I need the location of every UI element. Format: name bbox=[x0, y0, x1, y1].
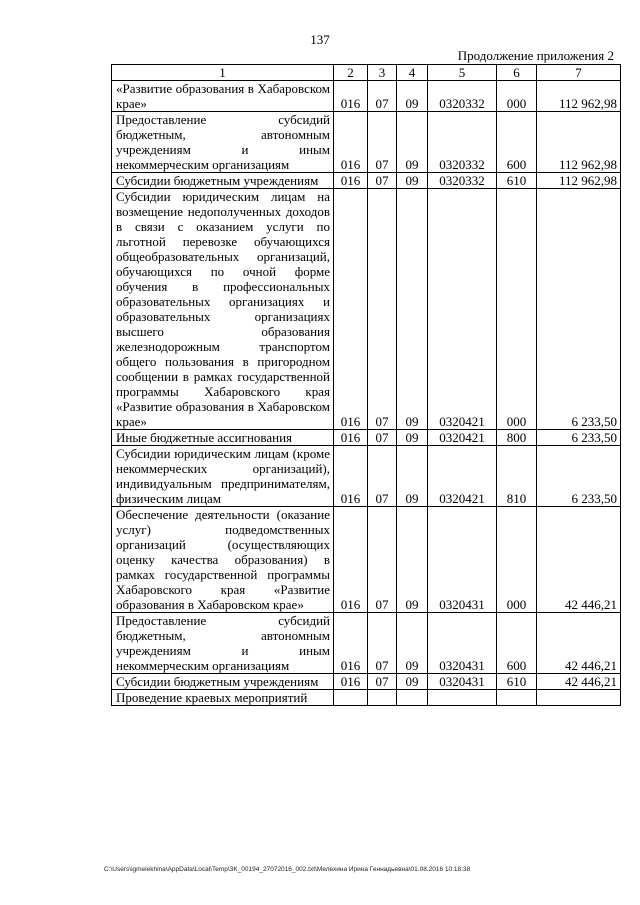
amount-cell: 112 962,98 bbox=[537, 112, 621, 173]
header-cell: 5 bbox=[428, 65, 497, 81]
ministry-code-cell bbox=[334, 690, 368, 706]
subsection-code-cell: 09 bbox=[397, 430, 428, 446]
header-cell: 4 bbox=[397, 65, 428, 81]
budget-table bbox=[111, 64, 621, 706]
ministry-code-cell: 016 bbox=[334, 189, 368, 430]
table-row bbox=[112, 507, 621, 613]
table-row bbox=[112, 81, 621, 112]
section-code-cell: 07 bbox=[368, 173, 397, 189]
target-article-cell: 0320421 bbox=[428, 430, 497, 446]
ministry-code-cell: 016 bbox=[334, 112, 368, 173]
item-name-cell: Субсидии бюджетным учреждениям bbox=[112, 173, 334, 189]
amount-cell: 42 446,21 bbox=[537, 674, 621, 690]
expense-type-cell: 810 bbox=[497, 446, 537, 507]
file-path-footer: C:\Users\igmelekhina\AppData\Local\Temp\3K_00194_27072016_002.txt\Мелехина Ирина Геннадьевна\01.08.2016 10:18:38 bbox=[104, 866, 471, 873]
ministry-code-cell: 016 bbox=[334, 446, 368, 507]
table-row bbox=[112, 690, 621, 706]
expense-type-cell: 000 bbox=[497, 81, 537, 112]
ministry-code-cell: 016 bbox=[334, 430, 368, 446]
ministry-code-cell: 016 bbox=[334, 81, 368, 112]
target-article-cell: 0320421 bbox=[428, 189, 497, 430]
target-article-cell: 0320332 bbox=[428, 81, 497, 112]
amount-cell: 42 446,21 bbox=[537, 613, 621, 674]
amount-cell: 112 962,98 bbox=[537, 81, 621, 112]
item-name-cell: «Развитие образования в Хабаровском крае» bbox=[112, 81, 334, 112]
section-code-cell: 07 bbox=[368, 613, 397, 674]
subsection-code-cell: 09 bbox=[397, 81, 428, 112]
expense-type-cell: 000 bbox=[497, 189, 537, 430]
section-code-cell: 07 bbox=[368, 112, 397, 173]
table-row bbox=[112, 613, 621, 674]
section-code-cell: 07 bbox=[368, 446, 397, 507]
section-code-cell: 07 bbox=[368, 81, 397, 112]
header-cell: 1 bbox=[112, 65, 334, 81]
target-article-cell: 0320431 bbox=[428, 613, 497, 674]
ministry-code-cell: 016 bbox=[334, 173, 368, 189]
item-name-cell: Субсидии бюджетным учреждениям bbox=[112, 674, 334, 690]
item-name-cell: Субсидии юридическим лицам (кроме некоммерческих организаций), индивидуальным предпринимателям, физическим лицам bbox=[112, 446, 334, 507]
target-article-cell: 0320431 bbox=[428, 507, 497, 613]
subsection-code-cell bbox=[397, 690, 428, 706]
expense-type-cell bbox=[497, 690, 537, 706]
subsection-code-cell: 09 bbox=[397, 446, 428, 507]
table-row bbox=[112, 674, 621, 690]
item-name-cell: Субсидии юридическим лицам на возмещение недополученных доходов в связи с оказанием услуги по льготной перевозке обучающихся общеобразовательных организаций, обучающихся по очной форме обучения в профессиональных образовательных организациях и образовательных организациях высшего образования железнодорожным транспортом общего пользования в пригородном сообщении в рамках государственной программы Хабаровского края «Развитие образования в Хабаровском крае» bbox=[112, 189, 334, 430]
target-article-cell: 0320421 bbox=[428, 446, 497, 507]
section-code-cell: 07 bbox=[368, 189, 397, 430]
item-name-cell: Иные бюджетные ассигнования bbox=[112, 430, 334, 446]
item-name-cell: Предоставление субсидий бюджетным, автономным учреждениям и иным некоммерческим организациям bbox=[112, 112, 334, 173]
table-row bbox=[112, 189, 621, 430]
target-article-cell: 0320332 bbox=[428, 173, 497, 189]
table-header-row bbox=[112, 65, 621, 81]
ministry-code-cell: 016 bbox=[334, 613, 368, 674]
header-cell: 3 bbox=[368, 65, 397, 81]
page-number: 137 bbox=[310, 32, 330, 47]
amount-cell: 112 962,98 bbox=[537, 173, 621, 189]
section-code-cell: 07 bbox=[368, 430, 397, 446]
table-row bbox=[112, 173, 621, 189]
subsection-code-cell: 09 bbox=[397, 507, 428, 613]
budget-table-body bbox=[112, 65, 621, 706]
target-article-cell bbox=[428, 690, 497, 706]
item-name-cell: Обеспечение деятельности (оказание услуг) подведомственных организаций (осуществляющих оценку качества образования) в рамках государственной программы Хабаровского края «Развитие образования в Хабаровском крае» bbox=[112, 507, 334, 613]
table-row bbox=[112, 446, 621, 507]
section-code-cell bbox=[368, 690, 397, 706]
header-cell: 6 bbox=[497, 65, 537, 81]
item-name-cell: Проведение краевых мероприятий bbox=[112, 690, 334, 706]
subsection-code-cell: 09 bbox=[397, 189, 428, 430]
target-article-cell: 0320431 bbox=[428, 674, 497, 690]
subsection-code-cell: 09 bbox=[397, 173, 428, 189]
expense-type-cell: 610 bbox=[497, 173, 537, 189]
target-article-cell: 0320332 bbox=[428, 112, 497, 173]
expense-type-cell: 600 bbox=[497, 613, 537, 674]
subsection-code-cell: 09 bbox=[397, 674, 428, 690]
section-code-cell: 07 bbox=[368, 674, 397, 690]
amount-cell: 6 233,50 bbox=[537, 446, 621, 507]
expense-type-cell: 600 bbox=[497, 112, 537, 173]
expense-type-cell: 800 bbox=[497, 430, 537, 446]
table-row bbox=[112, 430, 621, 446]
subsection-code-cell: 09 bbox=[397, 613, 428, 674]
amount-cell: 42 446,21 bbox=[537, 507, 621, 613]
amount-cell bbox=[537, 690, 621, 706]
amount-cell: 6 233,50 bbox=[537, 189, 621, 430]
section-code-cell: 07 bbox=[368, 507, 397, 613]
ministry-code-cell: 016 bbox=[334, 674, 368, 690]
subsection-code-cell: 09 bbox=[397, 112, 428, 173]
ministry-code-cell: 016 bbox=[334, 507, 368, 613]
item-name-cell: Предоставление субсидий бюджетным, автономным учреждениям и иным некоммерческим организациям bbox=[112, 613, 334, 674]
expense-type-cell: 610 bbox=[497, 674, 537, 690]
header-cell: 7 bbox=[537, 65, 621, 81]
amount-cell: 6 233,50 bbox=[537, 430, 621, 446]
table-row bbox=[112, 112, 621, 173]
expense-type-cell: 000 bbox=[497, 507, 537, 613]
header-cell: 2 bbox=[334, 65, 368, 81]
continuation-label: Продолжение приложения 2 bbox=[457, 48, 614, 63]
